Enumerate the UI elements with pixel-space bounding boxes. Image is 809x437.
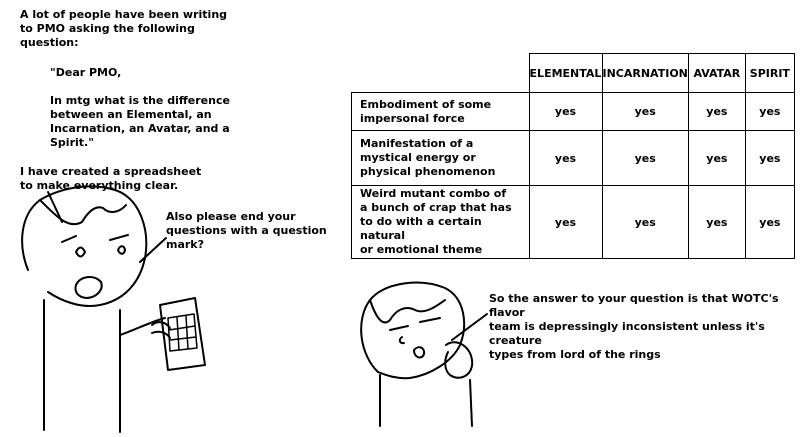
quote-greeting: "Dear PMO, [50,66,122,79]
question-pointer-line [140,238,166,262]
right-figure-mouth [414,347,424,357]
table-cell: yes [529,131,602,186]
table-cell: yes [602,186,688,259]
table-cell: yes [745,131,794,186]
quote-body: In mtg what is the difference between an Elemental, an Incarnation, an Avatar, and a Spirit." [50,94,230,149]
right-figure-eyes [390,318,440,330]
table-cell: yes [529,186,602,259]
row-label: Manifestation of a mystical energy or physical phenomenon [352,131,530,186]
left-figure-eyebrows [62,235,128,242]
right-figure-head [361,283,464,379]
left-figure-head [22,186,146,306]
row-label: Weird mutant combo of a bunch of crap that has to do with a certain natural or emotional theme [352,186,530,259]
spreadsheet-caption: I have created a spreadsheet to make everything clear. [20,165,202,192]
table-cell: yes [745,93,794,131]
header-spirit: SPIRIT [745,54,794,93]
table-cell: yes [688,186,745,259]
question-mark-caption: Also please end your questions with a question mark? [166,210,327,251]
answer-pointer-line [452,314,487,340]
header-elemental: ELEMENTAL [529,54,602,93]
right-figure-nose [400,337,404,343]
left-figure-spreadsheet-grid [168,314,197,351]
row-label: Embodiment of some impersonal force [352,93,530,131]
answer-caption: So the answer to your question is that WOTC's flavor team is depressingly inconsistent unless it's creature types from lord of the rings [489,292,779,361]
left-figure-eyes [76,246,125,256]
intro-caption: A lot of people have been writing to PMO asking the following question: [20,8,228,49]
spreadsheet-pointer-line [48,192,62,222]
right-figure-body [380,375,472,426]
table-cell: yes [688,93,745,131]
table-cell: yes [688,131,745,186]
table-cell: yes [529,93,602,131]
table-cell: yes [745,186,794,259]
header-incarnation: INCARNATION [602,54,688,93]
table-cell: yes [602,131,688,186]
left-stick-figure [22,186,205,432]
header-avatar: AVATAR [688,54,745,93]
left-figure-body [44,300,120,432]
right-stick-figure [361,283,472,426]
table-cell: yes [602,93,688,131]
left-figure-mouth [75,277,101,298]
left-figure-hand [152,322,170,338]
